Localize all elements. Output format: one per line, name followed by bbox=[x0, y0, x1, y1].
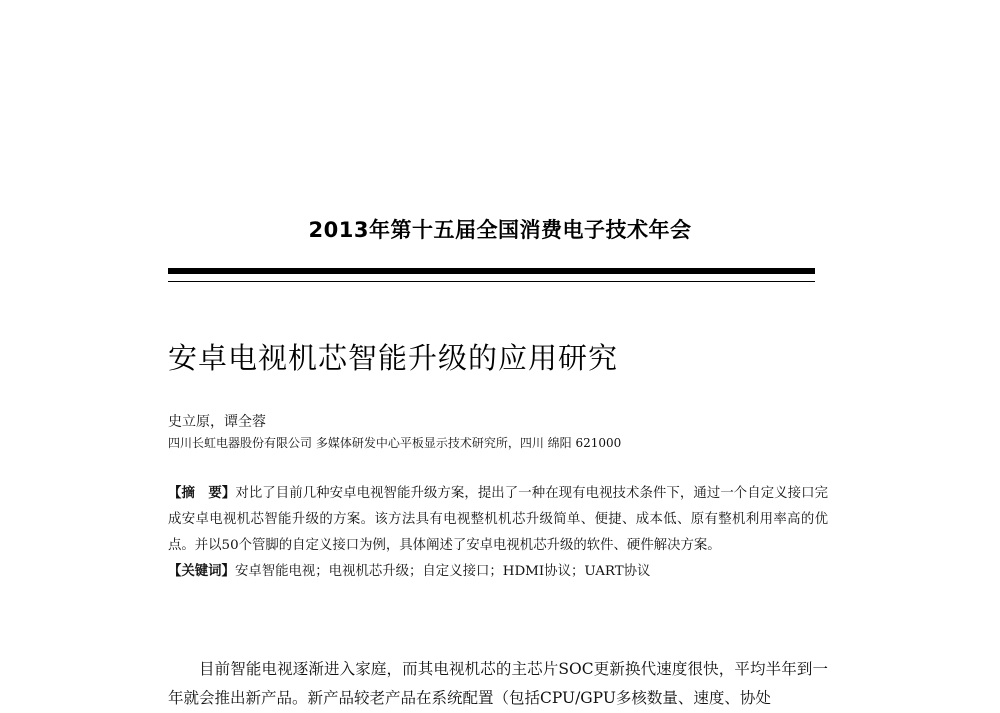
keywords-label: 【关键词】 bbox=[168, 564, 235, 579]
keywords bbox=[168, 559, 828, 585]
header-rule-thick bbox=[168, 268, 815, 274]
abstract-text: 对比了目前几种安卓电视智能升级方案，提出了一种在现有电视技术条件下，通过一个自定义接口完成安卓电视机芯智能升级的方案。该方法具有电视整机机芯升级简单、便捷、成本低、原有整机利用率高的优点。并以50个管脚的自定义接口为例，具体阐述了安卓电视机芯升级的软件、硬件解决方案。 bbox=[168, 486, 829, 553]
header-rule-thin bbox=[168, 281, 815, 282]
affiliation: 四川长虹电器股份有限公司 多媒体研发中心平板显示技术研究所，四川 绵阳 621000 bbox=[168, 436, 622, 450]
authors: 史立原，谭全蓉 bbox=[168, 414, 266, 430]
abstract bbox=[168, 481, 828, 559]
conference-title: 2013年第十五届全国消费电子技术年会 bbox=[308, 218, 692, 242]
paper-title: 安卓电视机芯智能升级的应用研究 bbox=[168, 341, 619, 375]
body-paragraph: 目前智能电视逐渐进入家庭，而其电视机芯的主芯片SOC更新换代速度很快，平均半年到一年就会推出新产品。新产品较老产品在系统配置（包括CPU/GPU多核数量、速度、协处 bbox=[168, 660, 828, 707]
abstract-label: 【摘 要】 bbox=[168, 486, 236, 501]
keywords-text: 安卓智能电视；电视机芯升级；自定义接口；HDMI协议；UART协议 bbox=[234, 564, 651, 579]
